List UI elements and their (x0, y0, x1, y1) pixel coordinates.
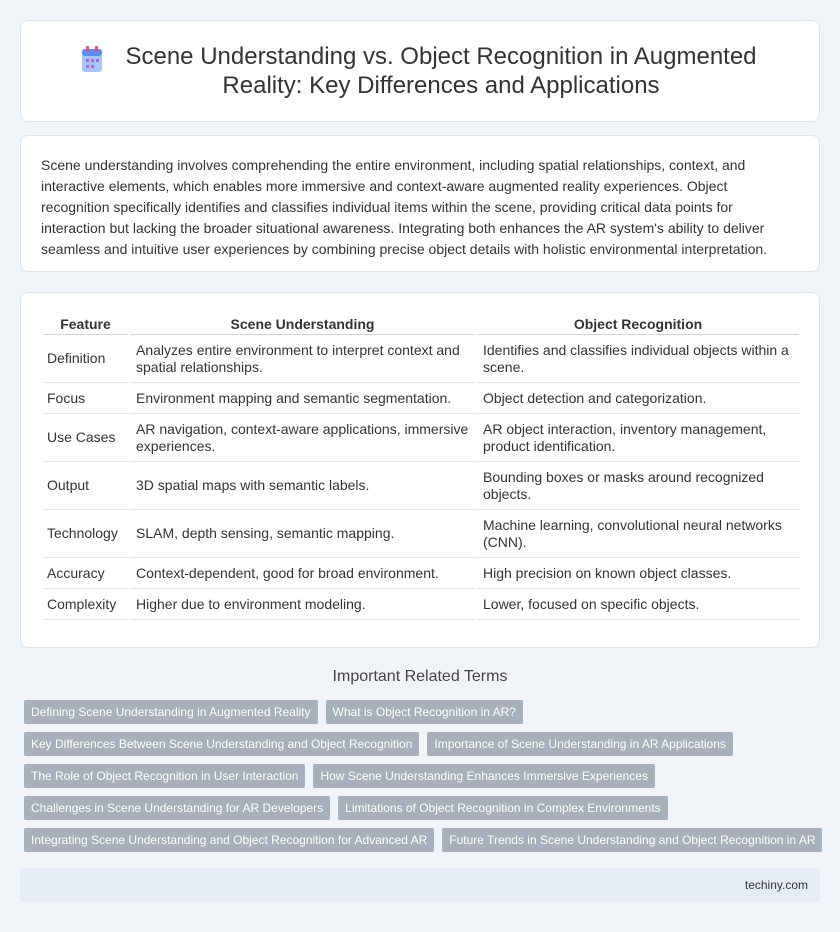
object-cell: Bounding boxes or masks around recognized objects. (476, 462, 799, 510)
scene-cell: Context-dependent, good for broad environment. (129, 558, 476, 589)
related-term-link[interactable]: Importance of Scene Understanding in AR Applications (427, 732, 733, 756)
related-terms-heading: Important Related Terms (332, 668, 508, 685)
comparison-card (20, 292, 820, 648)
header-object-recognition: Object Recognition (476, 313, 799, 335)
scene-cell: Environment mapping and semantic segmentation. (129, 383, 476, 414)
related-term-link[interactable]: Defining Scene Understanding in Augmented Reality (24, 700, 318, 724)
feature-cell: Accuracy (43, 558, 129, 589)
footer (20, 868, 820, 902)
tag-row (24, 732, 824, 756)
feature-cell: Complexity (43, 589, 129, 620)
tag-row (24, 828, 824, 852)
related-term-link[interactable]: Future Trends in Scene Understanding and Object Recognition in AR (442, 828, 822, 852)
object-cell: AR object interaction, inventory management, product identification. (476, 414, 799, 462)
title-card (20, 20, 820, 122)
object-cell: Machine learning, convolutional neural networks (CNN). (476, 510, 799, 558)
table-header-row (43, 313, 799, 335)
table-row (43, 335, 799, 383)
feature-cell: Output (43, 462, 129, 510)
feature-cell: Focus (43, 383, 129, 414)
tag-row (24, 796, 824, 820)
scene-cell: Higher due to environment modeling. (129, 589, 476, 620)
document-icon (79, 46, 105, 74)
page-title: Scene Understanding vs. Object Recognition in Augmented Reality: Key Differences and Applications (125, 43, 757, 99)
feature-cell: Definition (43, 335, 129, 383)
table-row (43, 414, 799, 462)
table-row (43, 510, 799, 558)
scene-cell: 3D spatial maps with semantic labels. (129, 462, 476, 510)
object-cell: Object detection and categorization. (476, 383, 799, 414)
related-term-link[interactable]: Challenges in Scene Understanding for AR Developers (24, 796, 330, 820)
table-row (43, 589, 799, 620)
feature-cell: Use Cases (43, 414, 129, 462)
related-terms-list (24, 700, 824, 860)
related-term-link[interactable]: The Role of Object Recognition in User Interaction (24, 764, 305, 788)
intro-card (20, 135, 820, 272)
header-scene-understanding: Scene Understanding (129, 313, 476, 335)
related-term-link[interactable]: What is Object Recognition in AR? (326, 700, 523, 724)
tag-row (24, 700, 824, 724)
intro-paragraph: Scene understanding involves comprehending the entire environment, including spatial relationships, context, and interactive elements, which enables more immersive and context-aware augmented reality experiences. Object recognition specifically identifies and classifies individual items within the scene, providing critical data points for interaction but lacking the broader situational awareness. Integrating both enhances the AR system's ability to deliver seamless and intuitive user experiences by combining precise object details with holistic environmental interpretation. (41, 157, 768, 257)
tag-row (24, 764, 824, 788)
scene-cell: AR navigation, context-aware applications, immersive experiences. (129, 414, 476, 462)
related-term-link[interactable]: Key Differences Between Scene Understanding and Object Recognition (24, 732, 419, 756)
related-term-link[interactable]: How Scene Understanding Enhances Immersive Experiences (313, 764, 655, 788)
feature-cell: Technology (43, 510, 129, 558)
footer-site-name: techiny.com (744, 878, 808, 892)
scene-cell: SLAM, depth sensing, semantic mapping. (129, 510, 476, 558)
table-row (43, 383, 799, 414)
object-cell: Identifies and classifies individual objects within a scene. (476, 335, 799, 383)
related-term-link[interactable]: Limitations of Object Recognition in Complex Environments (338, 796, 667, 820)
table-row (43, 558, 799, 589)
table-row (43, 462, 799, 510)
object-cell: Lower, focused on specific objects. (476, 589, 799, 620)
comparison-table (43, 313, 799, 620)
object-cell: High precision on known object classes. (476, 558, 799, 589)
scene-cell: Analyzes entire environment to interpret context and spatial relationships. (129, 335, 476, 383)
related-term-link[interactable]: Integrating Scene Understanding and Object Recognition for Advanced AR (24, 828, 434, 852)
header-feature: Feature (43, 313, 129, 335)
